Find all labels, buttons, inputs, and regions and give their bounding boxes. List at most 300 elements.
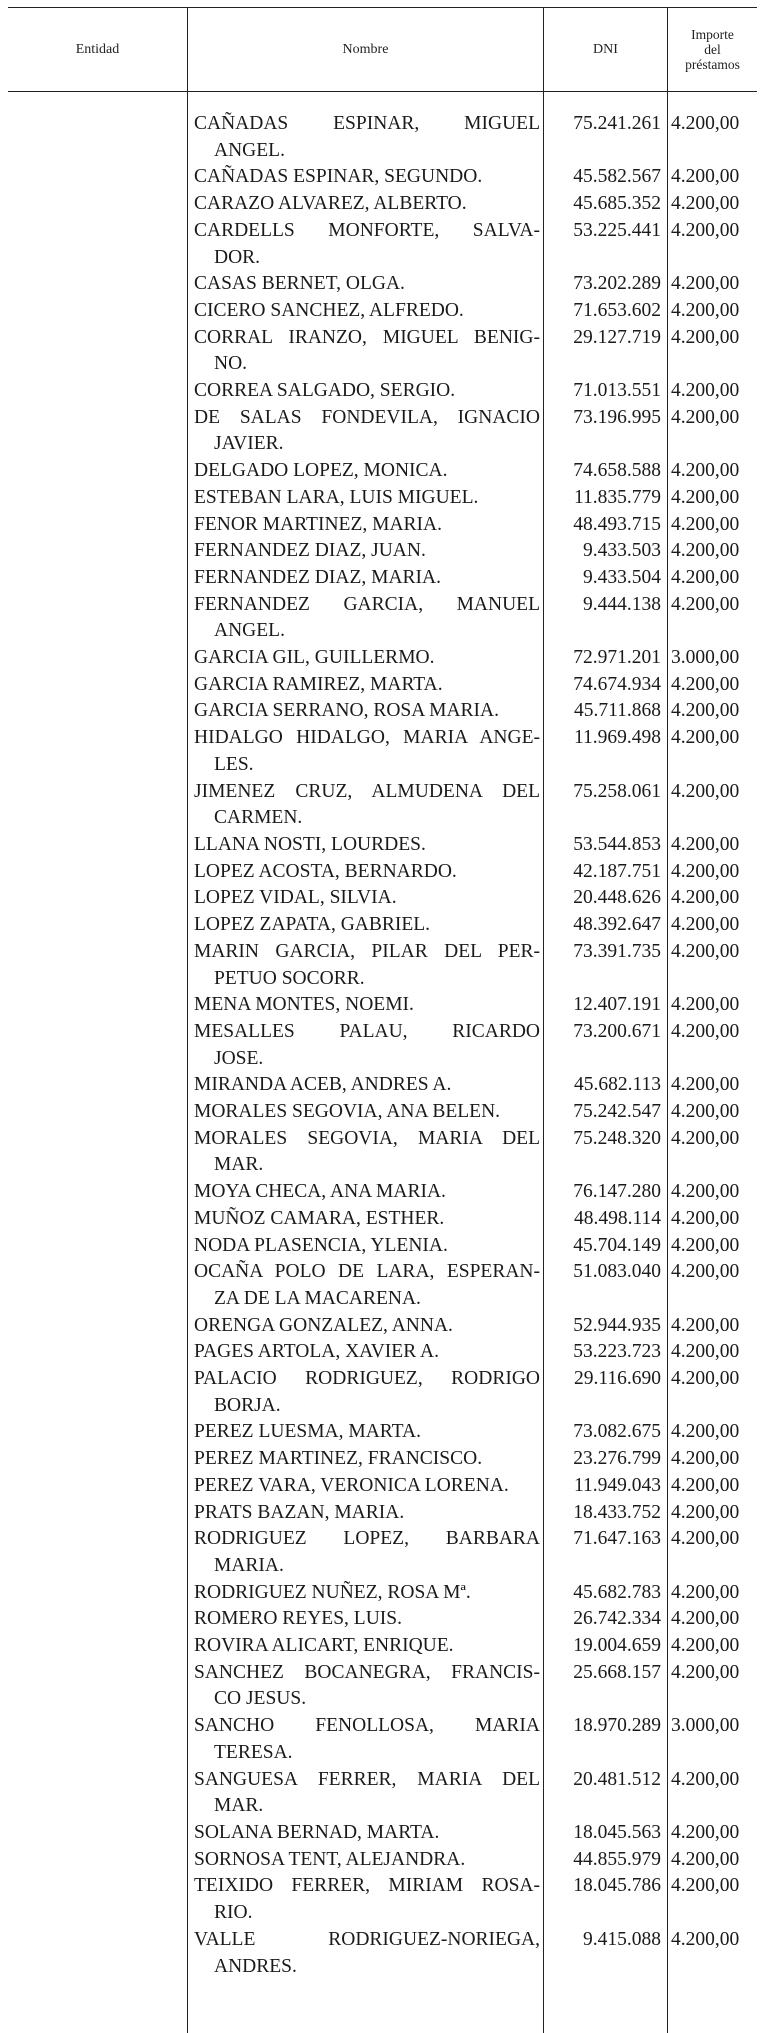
cell-entidad [8, 298, 188, 325]
table-row [8, 859, 757, 886]
nombre-line-1: LOPEZ VIDAL, SILVIA. [194, 887, 397, 909]
nombre-line-1: FERNANDEZ GARCIA, MANUEL [194, 593, 540, 615]
cell-entidad [8, 592, 188, 645]
table-row [8, 1259, 757, 1312]
cell-importe: 4.200,00 [671, 860, 740, 882]
cell-nombre [188, 859, 544, 886]
nombre-line-1: SANGUESA FERRER, MARIA DEL [194, 1768, 540, 1790]
table-row [8, 565, 757, 592]
cell-dni: 45.685.352 [573, 193, 661, 215]
cell-entidad [8, 1500, 188, 1527]
nombre-line-2: DOR. [214, 246, 261, 268]
cell-dni: 51.083.040 [573, 1261, 661, 1283]
header-dni: DNI [593, 42, 618, 57]
cell-entidad [8, 912, 188, 939]
cell-entidad [8, 1206, 188, 1233]
cell-nombre [188, 164, 544, 191]
nombre-line-1: PAGES ARTOLA, XAVIER A. [194, 1341, 439, 1363]
cell-importe: 4.200,00 [671, 166, 740, 188]
cell-nombre [188, 1099, 544, 1126]
table-row [8, 698, 757, 725]
table-row [8, 1606, 757, 1633]
cell-dni: 45.704.149 [573, 1234, 661, 1256]
table-row [8, 1847, 757, 1874]
cell-nombre [188, 672, 544, 699]
cell-nombre [188, 779, 544, 832]
cell-entidad [8, 1019, 188, 1072]
cell-dni: 75.241.261 [573, 113, 661, 134]
cell-dni: 71.647.163 [573, 1528, 661, 1550]
cell-importe: 4.200,00 [671, 1421, 740, 1443]
cell-dni: 75.242.547 [573, 1101, 661, 1123]
cell-nombre [188, 832, 544, 859]
cell-entidad [8, 725, 188, 778]
cell-dni: 29.127.719 [573, 326, 661, 348]
table-row [8, 218, 757, 271]
table-row [8, 378, 757, 405]
cell-entidad [8, 645, 188, 672]
nombre-line-1: FERNANDEZ DIAZ, JUAN. [194, 540, 426, 562]
cell-nombre [188, 1019, 544, 1072]
cell-dni: 73.200.671 [573, 1020, 661, 1042]
cell-importe: 4.200,00 [671, 593, 740, 615]
cell-importe: 4.200,00 [671, 1661, 740, 1683]
cell-entidad [8, 1767, 188, 1820]
cell-importe: 4.200,00 [671, 1127, 740, 1149]
nombre-line-1: SANCHO FENOLLOSA, MARIA [194, 1715, 540, 1737]
cell-nombre [188, 458, 544, 485]
cell-dni: 73.196.995 [573, 406, 661, 428]
cell-importe: 4.200,00 [671, 1581, 740, 1603]
cell-entidad [8, 325, 188, 378]
cell-entidad [8, 1339, 188, 1366]
cell-entidad [8, 485, 188, 512]
cell-importe: 4.200,00 [671, 219, 740, 241]
nombre-line-1: HIDALGO HIDALGO, MARIA ANGE- [194, 727, 540, 749]
cell-dni: 73.391.735 [573, 940, 661, 962]
cell-importe: 4.200,00 [671, 1448, 740, 1470]
cell-importe: 4.200,00 [671, 1822, 740, 1843]
table-row [8, 325, 757, 378]
table-row [8, 1473, 757, 1500]
cell-importe: 4.200,00 [671, 1234, 740, 1256]
cell-importe: 4.200,00 [671, 513, 740, 535]
nombre-line-1: SORNOSA TENT, ALEJANDRA. [194, 1848, 466, 1870]
nombre-line-1: GARCIA GIL, GUILLERMO. [194, 647, 435, 669]
cell-nombre [188, 298, 544, 325]
cell-entidad [8, 1847, 188, 1874]
cell-nombre [188, 565, 544, 592]
nombre-line-1: MORALES SEGOVIA, MARIA DEL [194, 1127, 540, 1149]
cell-dni: 11.969.498 [573, 727, 661, 749]
header-importe-line2: del [704, 42, 721, 57]
cell-dni: 48.392.647 [573, 914, 661, 936]
cell-dni: 18.045.563 [573, 1822, 661, 1843]
header-entidad: Entidad [75, 42, 120, 57]
cell-importe: 3.000,00 [671, 647, 740, 669]
cell-entidad [8, 1606, 188, 1633]
table-row [8, 485, 757, 512]
cell-entidad [8, 512, 188, 539]
cell-entidad [8, 164, 188, 191]
cell-nombre [188, 1339, 544, 1366]
cell-nombre [188, 645, 544, 672]
cell-importe: 4.200,00 [671, 1261, 740, 1283]
table-row [8, 538, 757, 565]
cell-nombre [188, 1259, 544, 1312]
cell-nombre [188, 1233, 544, 1260]
nombre-line-1: MENA MONTES, NOEMI. [194, 994, 414, 1016]
cell-dni: 29.116.690 [573, 1368, 661, 1390]
nombre-line-1: CORRAL IRANZO, MIGUEL BENIG- [194, 326, 540, 348]
table-row [8, 1099, 757, 1126]
cell-importe: 4.200,00 [671, 1181, 740, 1203]
table-header [8, 8, 757, 91]
cell-entidad [8, 859, 188, 886]
cell-nombre [188, 1633, 544, 1660]
nombre-line-1: RODRIGUEZ NUÑEZ, ROSA Mª. [194, 1581, 471, 1603]
cell-importe: 4.200,00 [671, 1768, 740, 1790]
cell-importe: 4.200,00 [671, 566, 740, 588]
nombre-line-1: CAÑADAS ESPINAR, SEGUNDO. [194, 166, 483, 188]
cell-nombre [188, 939, 544, 992]
table-row [8, 1313, 757, 1340]
cell-importe: 4.200,00 [671, 113, 740, 134]
nombre-line-1: JIMENEZ CRUZ, ALMUDENA DEL [194, 780, 540, 802]
cell-nombre [188, 1419, 544, 1446]
cell-nombre [188, 485, 544, 512]
cell-entidad [8, 939, 188, 992]
table-row [8, 1820, 757, 1847]
cell-nombre [188, 885, 544, 912]
cell-nombre [188, 218, 544, 271]
cell-dni: 75.248.320 [573, 1127, 661, 1149]
nombre-line-2: JAVIER. [214, 433, 284, 455]
table-row [8, 298, 757, 325]
cell-importe: 4.200,00 [671, 1314, 740, 1336]
cell-nombre [188, 1526, 544, 1579]
cell-entidad [8, 1099, 188, 1126]
cell-dni: 45.682.113 [573, 1074, 661, 1096]
nombre-line-2: NO. [214, 353, 248, 375]
nombre-line-1: MESALLES PALAU, RICARDO [194, 1020, 540, 1042]
cell-entidad [8, 1446, 188, 1473]
cell-importe: 4.200,00 [671, 1608, 740, 1630]
table-body [8, 111, 757, 1980]
nombre-line-1: CARDELLS MONFORTE, SALVA- [194, 219, 540, 241]
cell-entidad [8, 1927, 188, 1980]
table-row [8, 1500, 757, 1527]
cell-nombre [188, 1206, 544, 1233]
nombre-line-1: RODRIGUEZ LOPEZ, BARBARA [194, 1528, 540, 1550]
nombre-line-1: DELGADO LOPEZ, MONICA. [194, 460, 448, 482]
nombre-line-2: ANDRES. [214, 1955, 297, 1977]
nombre-line-1: OCAÑA POLO DE LARA, ESPERAN- [194, 1261, 540, 1283]
nombre-line-1: MOYA CHECA, ANA MARIA. [194, 1181, 446, 1203]
nombre-line-2: CARMEN. [214, 807, 303, 829]
cell-nombre [188, 592, 544, 645]
nombre-line-1: PEREZ VARA, VERONICA LORENA. [194, 1474, 509, 1496]
nombre-line-1: MORALES SEGOVIA, ANA BELEN. [194, 1101, 501, 1123]
table-row [8, 1206, 757, 1233]
nombre-line-2: ANGEL. [214, 620, 285, 642]
table-row [8, 271, 757, 298]
nombre-line-1: SOLANA BERNAD, MARTA. [194, 1822, 440, 1843]
nombre-line-1: LLANA NOSTI, LOURDES. [194, 833, 426, 855]
nombre-line-2: MAR. [214, 1795, 264, 1817]
nombre-line-1: CASAS BERNET, OLGA. [194, 273, 405, 295]
table-row [8, 512, 757, 539]
nombre-line-1: PRATS BAZAN, MARIA. [194, 1501, 405, 1523]
cell-dni: 19.004.659 [573, 1635, 661, 1657]
cell-importe: 4.200,00 [671, 887, 740, 909]
header-importe [668, 8, 757, 91]
cell-nombre [188, 912, 544, 939]
cell-dni: 42.187.751 [573, 860, 661, 882]
cell-nombre [188, 698, 544, 725]
nombre-line-2: CO JESUS. [214, 1688, 307, 1710]
cell-importe: 4.200,00 [671, 1368, 740, 1390]
cell-nombre [188, 1873, 544, 1926]
nombre-line-2: MAR. [214, 1154, 264, 1176]
cell-importe: 4.200,00 [671, 1207, 740, 1229]
cell-importe: 4.200,00 [671, 1848, 740, 1870]
table-row [8, 645, 757, 672]
nombre-line-2: LES. [214, 753, 254, 775]
cell-nombre [188, 1446, 544, 1473]
table-row [8, 458, 757, 485]
cell-dni: 11.835.779 [573, 486, 661, 508]
table-row [8, 1446, 757, 1473]
cell-dni: 18.970.289 [573, 1715, 661, 1737]
nombre-line-2: PETUO SOCORR. [214, 967, 365, 989]
cell-dni: 73.082.675 [573, 1421, 661, 1443]
cell-dni: 73.202.289 [573, 273, 661, 295]
cell-dni: 44.855.979 [573, 1848, 661, 1870]
cell-entidad [8, 218, 188, 271]
cell-entidad [8, 885, 188, 912]
table-row [8, 405, 757, 458]
cell-importe: 3.000,00 [671, 1715, 740, 1737]
cell-importe: 4.200,00 [671, 326, 740, 348]
cell-dni: 74.658.588 [573, 460, 661, 482]
cell-dni: 53.544.853 [573, 833, 661, 855]
nombre-line-1: VALLE RODRIGUEZ-NORIEGA, [194, 1928, 540, 1950]
cell-dni: 18.045.786 [573, 1875, 661, 1897]
cell-importe: 4.200,00 [671, 1501, 740, 1523]
cell-importe: 4.200,00 [671, 833, 740, 855]
cell-dni: 9.433.503 [583, 540, 661, 562]
cell-nombre [188, 1820, 544, 1847]
cell-entidad [8, 1713, 188, 1766]
table-row [8, 164, 757, 191]
nombre-line-1: CORREA SALGADO, SERGIO. [194, 380, 456, 402]
nombre-line-1: PALACIO RODRIGUEZ, RODRIGO [194, 1368, 540, 1390]
cell-dni: 20.448.626 [573, 887, 661, 909]
cell-entidad [8, 1179, 188, 1206]
cell-entidad [8, 458, 188, 485]
cell-nombre [188, 111, 544, 164]
cell-importe: 4.200,00 [671, 273, 740, 295]
cell-dni: 11.949.043 [573, 1474, 661, 1496]
cell-entidad [8, 832, 188, 859]
cell-importe: 4.200,00 [671, 1875, 740, 1897]
cell-dni: 52.944.935 [573, 1314, 661, 1336]
nombre-line-1: FERNANDEZ DIAZ, MARIA. [194, 566, 441, 588]
cell-nombre [188, 1473, 544, 1500]
cell-entidad [8, 672, 188, 699]
cell-nombre [188, 1927, 544, 1980]
cell-nombre [188, 1713, 544, 1766]
cell-dni: 53.225.441 [573, 219, 661, 241]
table-row [8, 1526, 757, 1579]
cell-dni: 45.582.567 [573, 166, 661, 188]
cell-nombre [188, 1366, 544, 1419]
cell-entidad [8, 1633, 188, 1660]
cell-entidad [8, 1526, 188, 1579]
cell-dni: 9.415.088 [583, 1928, 661, 1950]
nombre-line-1: CARAZO ALVAREZ, ALBERTO. [194, 193, 467, 215]
nombre-line-1: ORENGA GONZALEZ, ANNA. [194, 1314, 453, 1336]
nombre-line-1: DE SALAS FONDEVILA, IGNACIO [194, 406, 540, 428]
cell-importe: 4.200,00 [671, 994, 740, 1016]
nombre-line-2: ZA DE LA MACARENA. [214, 1287, 421, 1309]
cell-dni: 48.493.715 [573, 513, 661, 535]
cell-dni: 26.742.334 [573, 1608, 661, 1630]
nombre-line-1: SANCHEZ BOCANEGRA, FRANCIS- [194, 1661, 540, 1683]
cell-entidad [8, 779, 188, 832]
cell-nombre [188, 538, 544, 565]
cell-nombre [188, 1580, 544, 1607]
cell-nombre [188, 1072, 544, 1099]
cell-importe: 4.200,00 [671, 193, 740, 215]
cell-dni: 76.147.280 [573, 1181, 661, 1203]
table-row [8, 1339, 757, 1366]
nombre-line-1: LOPEZ ACOSTA, BERNARDO. [194, 860, 457, 882]
cell-entidad [8, 698, 188, 725]
header-nombre: Nombre [342, 42, 389, 57]
nombre-line-1: ESTEBAN LARA, LUIS MIGUEL. [194, 486, 479, 508]
nombre-line-1: GARCIA SERRANO, ROSA MARIA. [194, 700, 500, 722]
cell-importe: 4.200,00 [671, 727, 740, 749]
cell-importe: 4.200,00 [671, 460, 740, 482]
table-row [8, 1366, 757, 1419]
cell-dni: 9.433.504 [583, 566, 661, 588]
cell-importe: 4.200,00 [671, 673, 740, 695]
cell-importe: 4.200,00 [671, 1101, 740, 1123]
nombre-line-2: TERESA. [214, 1741, 293, 1763]
cell-importe: 4.200,00 [671, 1928, 740, 1950]
cell-importe: 4.200,00 [671, 914, 740, 936]
cell-entidad [8, 1473, 188, 1500]
cell-dni: 48.498.114 [573, 1207, 661, 1229]
cell-importe: 4.200,00 [671, 1020, 740, 1042]
cell-dni: 23.276.799 [573, 1448, 661, 1470]
table-row [8, 191, 757, 218]
nombre-line-2: JOSE. [214, 1047, 264, 1069]
table-row [8, 939, 757, 992]
cell-dni: 75.258.061 [573, 780, 661, 802]
table-row [8, 111, 757, 164]
cell-dni: 53.223.723 [573, 1341, 661, 1363]
cell-dni: 71.653.602 [573, 299, 661, 321]
nombre-line-1: NODA PLASENCIA, YLENIA. [194, 1234, 448, 1256]
header-importe-line3: préstamos [685, 57, 740, 72]
cell-nombre [188, 1767, 544, 1820]
table-row [8, 1927, 757, 1980]
cell-entidad [8, 271, 188, 298]
nombre-line-1: PEREZ MARTINEZ, FRANCISCO. [194, 1448, 483, 1470]
table-row [8, 912, 757, 939]
cell-nombre [188, 378, 544, 405]
cell-entidad [8, 111, 188, 164]
cell-importe: 4.200,00 [671, 380, 740, 402]
cell-nombre [188, 1660, 544, 1713]
nombre-line-2: RIO. [214, 1902, 253, 1924]
table-header-rule [8, 91, 757, 92]
cell-entidad [8, 1419, 188, 1446]
cell-importe: 4.200,00 [671, 540, 740, 562]
cell-entidad [8, 538, 188, 565]
cell-entidad [8, 378, 188, 405]
cell-importe: 4.200,00 [671, 1528, 740, 1550]
cell-entidad [8, 565, 188, 592]
nombre-line-1: CICERO SANCHEZ, ALFREDO. [194, 299, 464, 321]
table-row [8, 1233, 757, 1260]
cell-dni: 45.682.783 [573, 1581, 661, 1603]
cell-dni: 9.444.138 [583, 593, 661, 615]
table-row [8, 725, 757, 778]
table-row [8, 1419, 757, 1446]
cell-importe: 4.200,00 [671, 1635, 740, 1657]
cell-nombre [188, 1126, 544, 1179]
cell-entidad [8, 1072, 188, 1099]
document-page [8, 7, 757, 2033]
cell-nombre [188, 512, 544, 539]
cell-dni: 71.013.551 [573, 380, 661, 402]
table-row [8, 672, 757, 699]
cell-nombre [188, 191, 544, 218]
cell-nombre [188, 1500, 544, 1527]
table-row [8, 1713, 757, 1766]
table-row [8, 1126, 757, 1179]
cell-nombre [188, 992, 544, 1019]
cell-dni: 12.407.191 [573, 994, 661, 1016]
nombre-line-1: CAÑADAS ESPINAR, MIGUEL [194, 113, 540, 134]
cell-entidad [8, 1580, 188, 1607]
cell-entidad [8, 405, 188, 458]
cell-dni: 74.674.934 [573, 673, 661, 695]
cell-entidad [8, 992, 188, 1019]
cell-nombre [188, 725, 544, 778]
cell-importe: 4.200,00 [671, 1074, 740, 1096]
cell-nombre [188, 1847, 544, 1874]
cell-dni: 25.668.157 [573, 1661, 661, 1683]
table-row [8, 992, 757, 1019]
table-row [8, 1019, 757, 1072]
nombre-line-1: LOPEZ ZAPATA, GABRIEL. [194, 914, 431, 936]
cell-nombre [188, 325, 544, 378]
cell-entidad [8, 1873, 188, 1926]
table-row [8, 1873, 757, 1926]
nombre-line-2: MARIA. [214, 1554, 284, 1576]
table-row [8, 779, 757, 832]
table-row [8, 885, 757, 912]
cell-nombre [188, 271, 544, 298]
table-row [8, 1660, 757, 1713]
cell-importe: 4.200,00 [671, 1341, 740, 1363]
cell-entidad [8, 1233, 188, 1260]
